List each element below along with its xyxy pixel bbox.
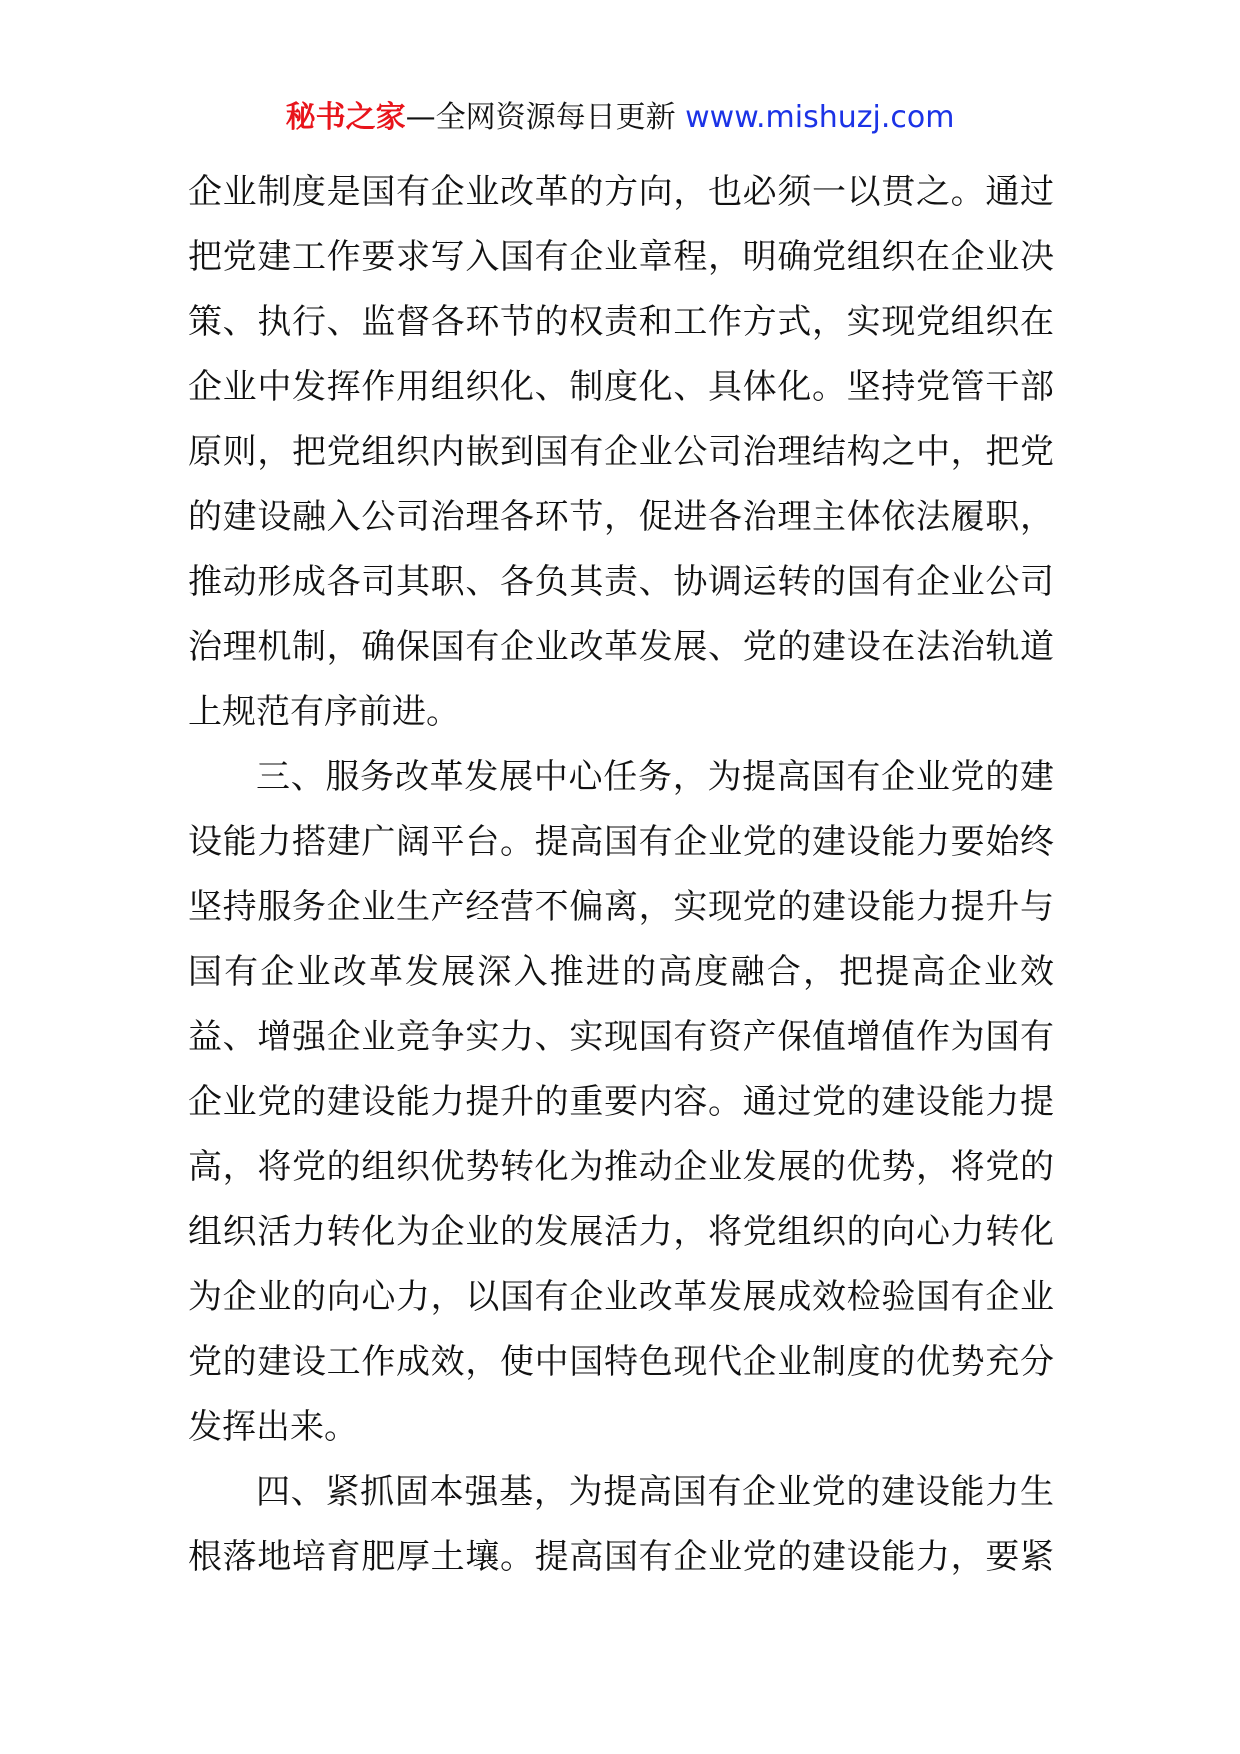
section-heading-line: 三、服务改革发展中心任务，为提高国有企业党的建 (256, 757, 1054, 797)
section-heading-line: 四、紧抓固本强基，为提高国有企业党的建设能力生 (256, 1472, 1054, 1512)
text-line: 企业制度是国有企业改革的方向，也必须一以贯之。通过 (188, 172, 1054, 212)
text-line: 根落地培育肥厚土壤。提高国有企业党的建设能力，要紧 (188, 1537, 1054, 1577)
text-line: 治理机制，确保国有企业改革发展、党的建设在法治轨道 (188, 627, 1054, 667)
text-line: 推动形成各司其职、各负其责、协调运转的国有企业公司 (188, 562, 1054, 602)
brand-name: 秘书之家 (285, 100, 406, 135)
site-header (0, 98, 1240, 138)
text-line: 企业中发挥作用组织化、制度化、具体化。坚持党管干部 (188, 367, 1054, 407)
text-line: 为企业的向心力，以国有企业改革发展成效检验国有企业 (188, 1277, 1054, 1317)
text-line: 发挥出来。 (188, 1407, 358, 1447)
text-line: 把党建工作要求写入国有企业章程，明确党组织在企业决 (188, 237, 1054, 277)
text-line: 坚持服务企业生产经营不偏离，实现党的建设能力提升与 (188, 887, 1054, 927)
text-line: 益、增强企业竞争实力、实现国有资产保值增值作为国有 (188, 1017, 1054, 1057)
text-line: 组织活力转化为企业的发展活力，将党组织的向心力转化 (188, 1212, 1054, 1252)
header-slogan: —全网资源每日更新 (405, 100, 686, 135)
document-body (188, 160, 1054, 1590)
text-line: 上规范有序前进。 (188, 692, 460, 732)
text-line: 企业党的建设能力提升的重要内容。通过党的建设能力提 (188, 1082, 1054, 1122)
text-line: 策、执行、监督各环节的权责和工作方式，实现党组织在 (188, 302, 1054, 342)
text-line: 国有企业改革发展深入推进的高度融合，把提高企业效 (188, 952, 1054, 992)
text-line: 设能力搭建广阔平台。提高国有企业党的建设能力要始终 (188, 822, 1054, 862)
site-url-link[interactable]: www.mishuzj.com (685, 100, 955, 135)
text-line: 的建设融入公司治理各环节，促进各治理主体依法履职， (188, 497, 1054, 537)
text-line: 党的建设工作成效，使中国特色现代企业制度的优势充分 (188, 1342, 1054, 1382)
text-line: 高，将党的组织优势转化为推动企业发展的优势，将党的 (188, 1147, 1054, 1187)
text-line: 原则，把党组织内嵌到国有企业公司治理结构之中，把党 (188, 432, 1054, 472)
